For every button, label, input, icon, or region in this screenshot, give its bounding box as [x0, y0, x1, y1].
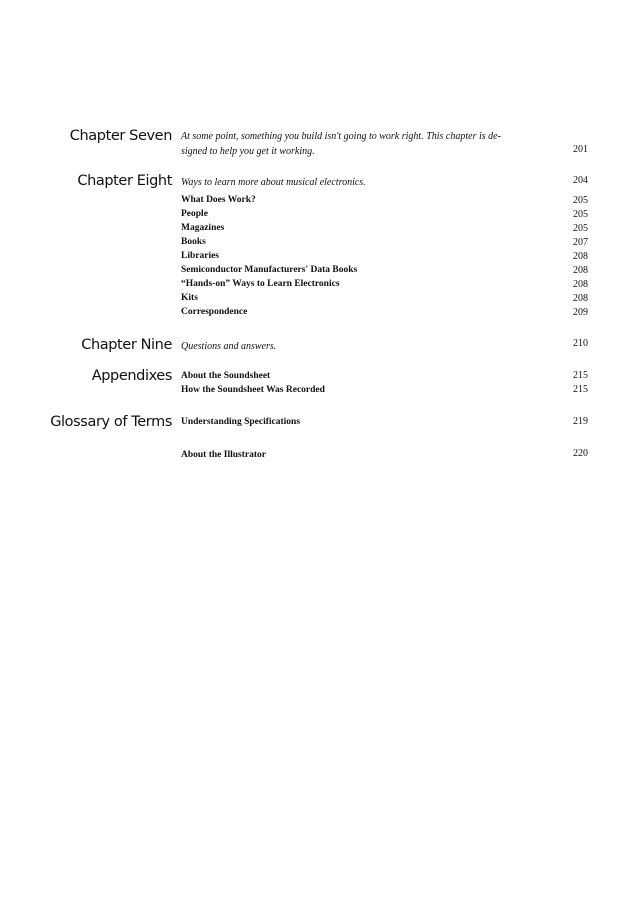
chapter-seven-description-line-1: At some point, something you build isn't going to work right. This chapter is de-	[181, 131, 501, 142]
toc-page-people: 205	[573, 209, 588, 220]
toc-entry-about-soundsheet: About the Soundsheet	[181, 371, 271, 381]
toc-entry-what-does-work: What Does Work?	[181, 195, 256, 205]
toc-page-what-does-work: 205	[573, 195, 588, 206]
chapter-seven-description-line-2: signed to help you get it working.	[181, 146, 315, 157]
chapter-eight-page-number: 204	[573, 175, 588, 186]
appendixes-heading: Appendixes	[91, 368, 172, 384]
toc-page-about-illustrator: 220	[573, 448, 588, 459]
chapter-eight-description: Ways to learn more about musical electronics.	[181, 177, 366, 188]
toc-page-data-books: 208	[573, 265, 588, 276]
toc-page-understanding-specifications: 219	[573, 416, 588, 427]
chapter-seven-page-number: 201	[573, 144, 588, 155]
glossary-heading: Glossary of Terms	[50, 414, 172, 430]
toc-entry-soundsheet-recorded: How the Soundsheet Was Recorded	[181, 385, 325, 395]
toc-entry-data-books: Semiconductor Manufacturers' Data Books	[181, 265, 358, 275]
chapter-nine-heading: Chapter Nine	[81, 337, 172, 353]
toc-entry-libraries: Libraries	[181, 251, 219, 261]
toc-entry-people: People	[181, 209, 208, 219]
chapter-nine-page-number: 210	[573, 338, 588, 349]
toc-page-soundsheet-recorded: 215	[573, 384, 588, 395]
toc-page-kits: 208	[573, 293, 588, 304]
toc-page-libraries: 208	[573, 251, 588, 262]
toc-entry-hands-on: “Hands-on” Ways to Learn Electronics	[181, 279, 340, 289]
toc-entry-magazines: Magazines	[181, 223, 225, 233]
toc-entry-books: Books	[181, 237, 206, 247]
toc-entry-about-illustrator: About the Illustrator	[181, 450, 266, 460]
chapter-seven-heading: Chapter Seven	[69, 128, 172, 144]
toc-entry-correspondence: Correspondence	[181, 307, 248, 317]
toc-page-correspondence: 209	[573, 307, 588, 318]
chapter-eight-heading: Chapter Eight	[77, 173, 172, 189]
toc-page-hands-on: 208	[573, 279, 588, 290]
chapter-seven-description	[181, 129, 553, 159]
toc-page-books: 207	[573, 237, 588, 248]
toc-entry-kits: Kits	[181, 293, 198, 303]
chapter-nine-description: Questions and answers.	[181, 341, 277, 352]
toc-page-magazines: 205	[573, 223, 588, 234]
toc-page-about-soundsheet: 215	[573, 370, 588, 381]
toc-entry-understanding-specifications: Understanding Specifications	[181, 417, 301, 427]
